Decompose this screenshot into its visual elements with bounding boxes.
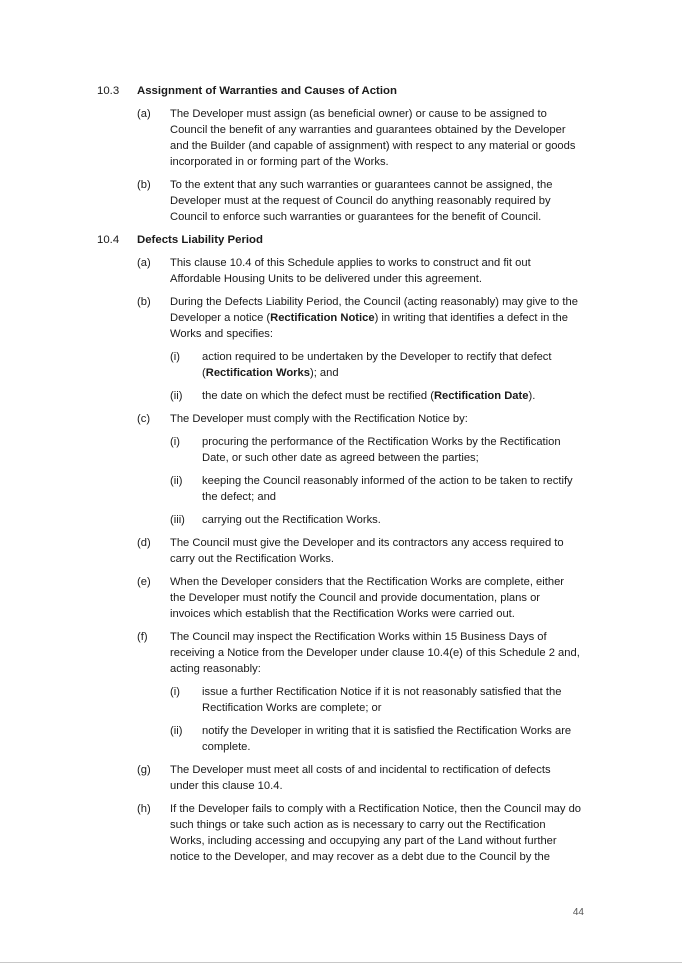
section-title: Defects Liability Period: [137, 234, 263, 246]
clause-label: (f): [137, 631, 148, 643]
clause-10-3-a: [137, 106, 582, 170]
page-number: 44: [572, 907, 584, 918]
clause-label: (iii): [170, 514, 185, 526]
clause-text: The Developer must comply with the Rectification Notice by:: [170, 413, 468, 425]
clause-10-4-a: [137, 255, 582, 287]
clause-10-4-h: [137, 801, 582, 865]
clause-label: (e): [137, 576, 151, 588]
clause-10-4-f: [137, 629, 582, 677]
clause-label: (g): [137, 764, 151, 776]
defined-term: Rectification Works: [205, 367, 310, 379]
clause-text: To the extent that any such warranties or guarantees cannot be assigned, the Developer must at the request of Council do anything reasonably required by Council to enforce such warranties or guarantees for the benefit of Council.: [170, 179, 553, 223]
clause-text: action required to be undertaken by the Developer to rectify that defect (Rectification Works); and: [202, 351, 552, 379]
section-number: 10.3: [97, 85, 120, 97]
clause-10-4-c-ii: [170, 473, 582, 505]
clause-text: notify the Developer in writing that it is satisfied the Rectification Works are complete.: [202, 725, 572, 753]
clause-label: (a): [137, 257, 151, 269]
clause-text: During the Defects Liability Period, the Council (acting reasonably) may give to the Developer a notice (Rectification Notice) in writing that identifies a defect in the Works and specifies:: [170, 296, 578, 340]
clause-10-4-b-ii: [170, 388, 582, 404]
clause-text: The Developer must assign (as beneficial owner) or cause to be assigned to Council the benefit of any warranties and guarantees obtained by the Developer and the Builder (and capable of assignment) with respect to any material or goods incorporated in or forming part of the Works.: [170, 108, 576, 168]
clause-label: (i): [170, 351, 180, 363]
clause-label: (b): [137, 179, 151, 191]
clause-label: (ii): [170, 475, 183, 487]
clause-label: (i): [170, 436, 180, 448]
clause-text: the date on which the defect must be rectified (Rectification Date).: [202, 390, 536, 402]
section-number: 10.4: [97, 234, 120, 246]
defined-term: Rectification Notice: [270, 312, 375, 324]
clause-label: (ii): [170, 390, 183, 402]
clause-10-4-d: [137, 535, 582, 567]
clause-10-4-f-i: [170, 684, 582, 716]
clause-text: carrying out the Rectification Works.: [202, 514, 381, 526]
clause-10-3-b: [137, 177, 582, 225]
clause-label: (c): [137, 413, 151, 425]
clause-10-4-g: [137, 762, 582, 794]
clause-text: The Council must give the Developer and its contractors any access required to carry out the Rectification Works.: [170, 537, 564, 565]
clause-text: issue a further Rectification Notice if it is not reasonably satisfied that the Rectification Works are complete; or: [202, 686, 562, 714]
clause-text: The Developer must meet all costs of and incidental to rectification of defects under this clause 10.4.: [170, 764, 551, 792]
clause-label: (a): [137, 108, 151, 120]
clause-label: (d): [137, 537, 151, 549]
defined-term: Rectification Date: [433, 390, 529, 402]
page-bottom-divider: [0, 962, 682, 963]
clause-10-4-e: [137, 574, 582, 622]
clause-text: procuring the performance of the Rectification Works by the Rectification Date, or such other date as agreed between the parties;: [202, 436, 561, 464]
clause-label: (i): [170, 686, 180, 698]
clause-text: When the Developer considers that the Rectification Works are complete, either the Developer must notify the Council and provide documentation, plans or invoices which establish that the Rectification Works were carried out.: [170, 576, 565, 620]
clause-text: The Council may inspect the Rectification Works within 15 Business Days of receiving a Notice from the Developer under clause 10.4(e) of this Schedule 2 and, acting reasonably:: [170, 631, 580, 675]
clause-label: (h): [137, 803, 151, 815]
clause-label: (ii): [170, 725, 183, 737]
section-title: Assignment of Warranties and Causes of Action: [137, 85, 397, 97]
clause-10-4-c-i: [170, 434, 582, 466]
clause-10-4-f-ii: [170, 723, 582, 755]
clause-text: This clause 10.4 of this Schedule applies to works to construct and fit out Affordable Housing Units to be delivered under this agreement.: [170, 257, 531, 285]
clause-10-4-c-iii: [170, 512, 582, 528]
clause-text: keeping the Council reasonably informed of the action to be taken to rectify the defect; and: [202, 475, 573, 503]
clause-10-4-c: [137, 411, 582, 427]
clause-10-4-b-i: [170, 349, 582, 381]
clause-10-4-b: [137, 294, 582, 342]
clause-text: If the Developer fails to comply with a Rectification Notice, then the Council may do such things or take such action as is necessary to carry out the Rectification Works, including accessing and occupying any part of the Land without further notice to the Developer, and may recover as a debt due to the Council by the: [170, 803, 582, 863]
clause-label: (b): [137, 296, 151, 308]
